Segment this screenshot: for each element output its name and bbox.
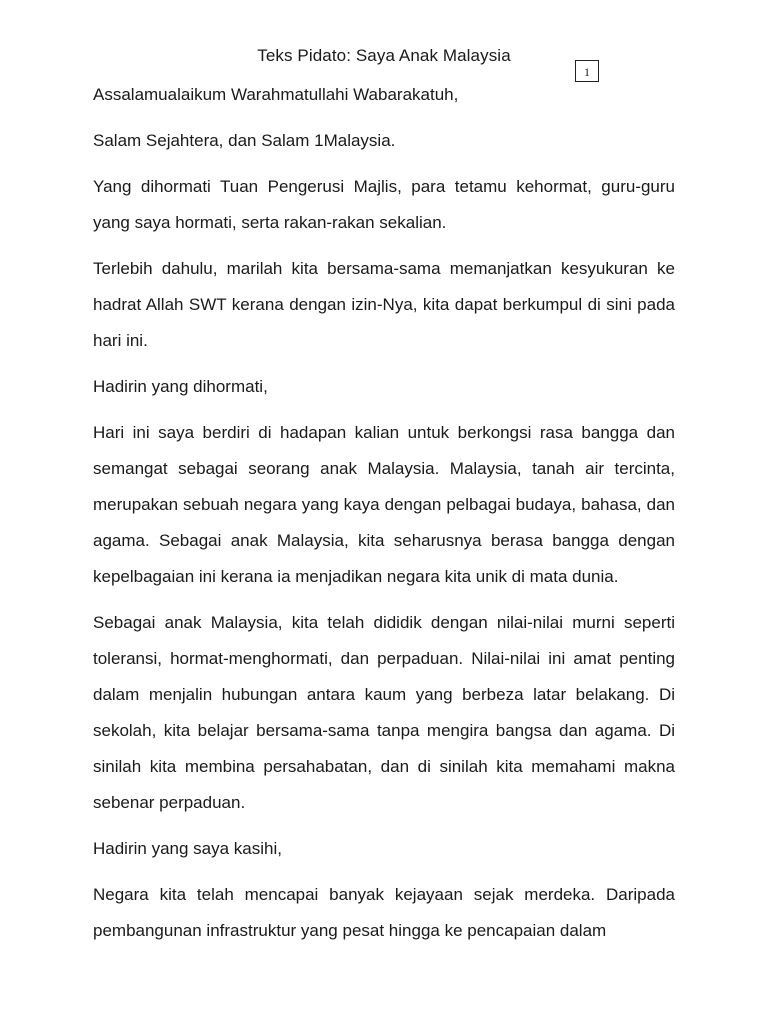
body-paragraph: Negara kita telah mencapai banyak kejayaan sejak merdeka. Daripada pembangunan infrastruktur yang pesat hingga ke pencapaian dalam [93,885,675,940]
page-number-box: 1 [575,60,599,82]
address-paragraph: Hadirin yang saya kasihi, [93,839,282,858]
body-paragraph: Hari ini saya berdiri di hadapan kalian untuk berkongsi rasa bangga dan semangat sebagai seorang anak Malaysia. Malaysia, tanah air tercinta, merupakan sebuah negara yang kaya dengan pelbagai budaya, bahasa, dan agama. Sebagai anak Malaysia, kita seharusnya berasa bangga dengan kepelbagaian ini kerana ia menjadikan negara kita unik di mata dunia. [93,423,675,586]
address-paragraph: Hadirin yang dihormati, [93,377,268,396]
gratitude-paragraph: Terlebih dahulu, marilah kita bersama-sama memanjatkan kesyukuran ke hadrat Allah SWT kerana dengan izin-Nya, kita dapat berkumpul di sini pada hari ini. [93,259,675,350]
honorific-paragraph: Yang dihormati Tuan Pengerusi Majlis, para tetamu kehormat, guru-guru yang saya hormati, serta rakan-rakan sekalian. [93,177,675,232]
document-title: Teks Pidato: Saya Anak Malaysia [257,46,511,65]
salutation-paragraph: Salam Sejahtera, dan Salam 1Malaysia. [93,131,396,150]
body-paragraph: Sebagai anak Malaysia, kita telah dididik dengan nilai-nilai murni seperti toleransi, hormat-menghormati, dan perpaduan. Nilai-nilai ini amat penting dalam menjalin hubungan antara kaum yang berbeza latar belakang. Di sekolah, kita belajar bersama-sama tanpa mengira bangsa dan agama. Di sinilah kita membina persahabatan, dan di sinilah kita memahami makna sebenar perpaduan. [93,613,675,812]
document-body [93,77,675,949]
greeting-paragraph: Assalamualaikum Warahmatullahi Wabarakatuh, [93,85,459,104]
